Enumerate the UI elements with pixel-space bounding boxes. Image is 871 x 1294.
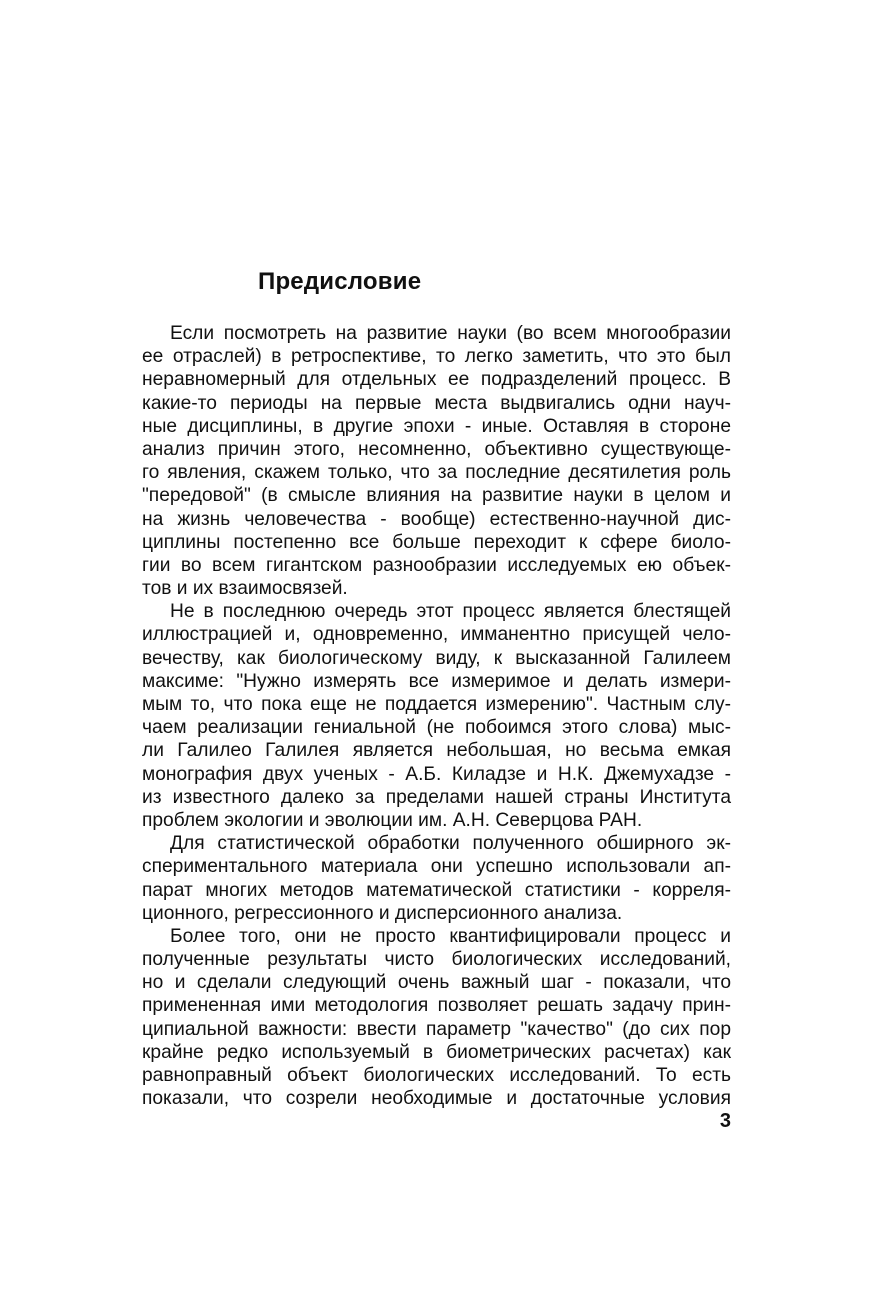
text-line: анализ причин этого, несомненно, объективно существующе- (142, 438, 731, 460)
text-line: равноправный объект биологических исследований. То есть (142, 1065, 731, 1086)
text-line: ционного, регрессионного и дисперсионного анализа. (142, 902, 623, 924)
text-line: вечеству, как биологическому виду, к высказанной Галилеем (142, 647, 731, 669)
text-line: максиме: "Нужно измерять все измеримое и делать измери- (142, 670, 731, 692)
text-line: крайне редко используемый в биометрических расчетах) как (142, 1041, 731, 1063)
text-line: спериментального материала они успешно использовали ап- (142, 856, 731, 878)
page-number: 3 (719, 1110, 731, 1132)
text-line: иллюстрацией и, одновременно, имманентно присущей чело- (142, 624, 731, 646)
text-line: ные дисциплины, в другие эпохи - иные. Оставляя в стороне (142, 415, 731, 437)
text-line: мым то, что пока еще не поддается измерению". Частным слу- (142, 694, 731, 715)
text-line: Если посмотреть на развитие науки (во всем многообразии (170, 323, 731, 344)
text-line: Не в последнюю очередь этот процесс является блестящей (170, 601, 731, 623)
text-line: тов и их взаимосвязей. (142, 578, 348, 600)
text-line: какие-то периоды на первые места выдвигались одни науч- (142, 392, 731, 414)
text-line: примененная ими методология позволяет решать задачу прин- (142, 995, 731, 1017)
text-line: ли Галилео Галилея является небольшая, но весьма емкая (142, 740, 731, 762)
chapter-heading: Предисловие (258, 268, 422, 295)
text-line: показали, что созрели необходимые и достаточные условия (142, 1088, 731, 1110)
text-line: неравномерный для отдельных ее подразделений процесс. В (142, 369, 731, 391)
text-line: "передовой" (в смысле влияния на развитие науки в целом и (142, 485, 731, 507)
text-line: полученные результаты чисто биологических исследований, (142, 949, 731, 971)
text-line: проблем экологии и эволюции им. А.Н. Северцова РАН. (142, 809, 643, 831)
text-line: монография двух ученых - А.Б. Киладзе и Н.К. Джемухадзе - (142, 763, 731, 785)
text-line: Для статистической обработки полученного обширного эк- (170, 833, 731, 855)
body-text (142, 322, 731, 1110)
text-line: Более того, они не просто квантифицировали процесс и (170, 925, 731, 947)
text-line: чаем реализации гениальной (не побоимся этого слова) мыс- (142, 717, 731, 739)
text-line: но и сделали следующий очень важный шаг - показали, что (142, 972, 731, 994)
text-line: на жизнь человечества - вообще) естественно-научной дис- (142, 508, 731, 530)
text-line: ципиальной важности: ввести параметр "качество" (до сих пор (142, 1018, 731, 1040)
text-line: из известного далеко за пределами нашей страны Института (142, 786, 731, 808)
text-line: циплины постепенно все больше переходит к сфере биоло- (142, 531, 731, 553)
text-line: парат многих методов математической статистики - корреля- (142, 879, 731, 901)
text-line: гии во всем гигантском разнообразии исследуемых ею объек- (142, 554, 731, 576)
text-line: ее отраслей) в ретроспективе, то легко заметить, что это был (142, 346, 731, 368)
text-line: го явления, скажем только, что за последние десятилетия роль (142, 462, 731, 484)
